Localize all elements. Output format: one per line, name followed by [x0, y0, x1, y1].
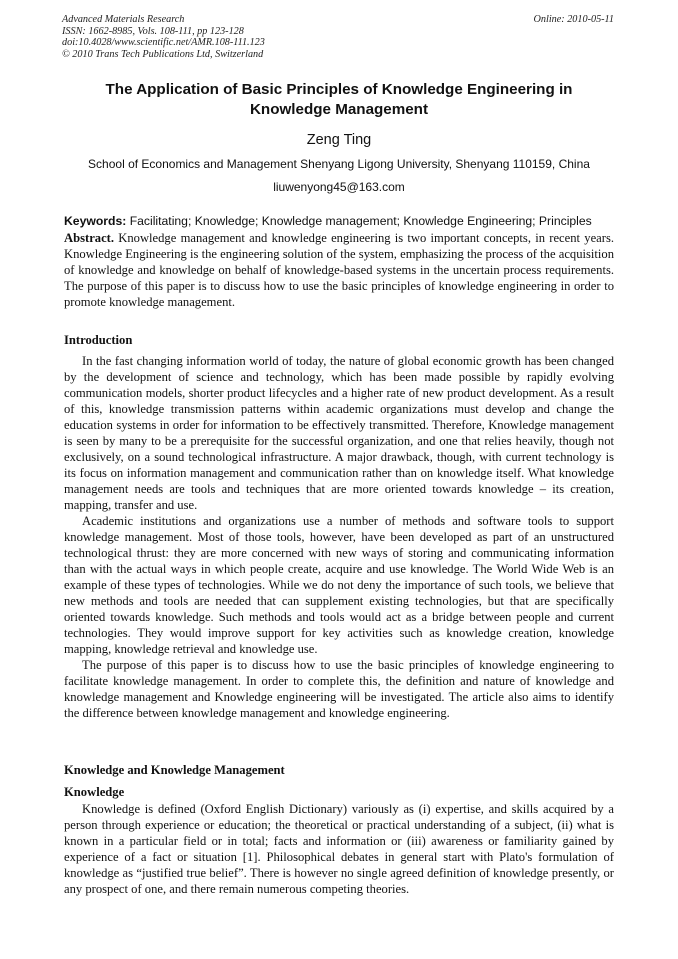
section-heading-introduction: Introduction	[64, 333, 133, 347]
paper-title: The Application of Basic Principles of Knowledge Engineering in Knowledge Management	[105, 81, 573, 118]
section-heading-knowledge-management: Knowledge and Knowledge Management	[64, 763, 285, 777]
online-date: Online: 2010-05-11	[533, 14, 614, 25]
author-affiliation: School of Economics and Management Shenyang Ligong University, Shenyang 110159, China	[88, 157, 590, 171]
author-name: Zeng Ting	[306, 132, 372, 148]
journal-header	[62, 14, 265, 60]
keywords-label: Keywords:	[64, 214, 127, 228]
paragraph: Knowledge is defined (Oxford English Dictionary) variously as (i) expertise, and skills acquired by a person through experience or education; the theoretical or practical understanding of a subject, (ii) what is known in a particular field or in total; facts and information or (iii) awareness or familiarity gained by experience of a fact or situation [1]. Philosophical debates in general start with Plato's formulation of knowledge as “justified true belief”. There is however no single agreed definition of knowledge presently, or any prospect of one, and there remain numerous competing theories.	[64, 802, 614, 896]
subsection-heading-knowledge: Knowledge	[64, 785, 125, 799]
abstract	[64, 230, 614, 310]
copyright-line: © 2010 Trans Tech Publications Ltd, Switzerland	[62, 48, 264, 60]
paragraph: Academic institutions and organizations use a number of methods and software tools to support knowledge management. Most of those tools, however, have been developed as part of an unstructured technological thrust: they are more concerned with new ways of storing and communicating information than with the actual ways in which people create, acquire and use knowledge. The World Wide Web is an example of these types of technologies. While we do not deny the importance of such tools, we believe that new methods and tools are needed that can supplement existing technologies, but that are specifically oriented towards knowledge. Such methods and tools would act as a bridge between people and current technologies. They would improve support for key activities such as knowledge creation, knowledge mapping, knowledge retrieval and knowledge use.	[64, 514, 614, 656]
journal-name: Advanced Materials Research	[62, 14, 185, 25]
knowledge-body	[64, 801, 614, 897]
author-email: liuwenyong45@163.com	[273, 180, 405, 194]
introduction-body	[64, 353, 614, 721]
abstract-text: Knowledge management and knowledge engineering is two important concepts, in recent years. Knowledge Engineering is the engineering solution of the system, emphasizing the process of the acquisition of knowledge and knowledge on behalf of knowledge-based systems in the uncertain process requirements. The purpose of this paper is to discuss how to use the basic principles of knowledge engineering in order to promote knowledge management.	[64, 231, 614, 309]
doi-line: doi:10.4028/www.scientific.net/AMR.108-111.123	[62, 37, 265, 48]
paragraph: In the fast changing information world of today, the nature of global economic growth has been changed by the development of science and technology, which has been made possible by rapidly evolving communication models, shorter product lifecycles and a higher rate of new product development. As a result of this, knowledge transmission patterns within academic organizations must develop and change the education systems in order for information to be effectively transmitted. Therefore, Knowledge management is seen by many to be a prerequisite for the successful organization, and one that relies heavily, though not exclusively, on a sound technological infrastructure. A major drawback, though, with current technology is its focus on information management and communication rather than on knowledge itself. What knowledge management needs are tools and techniques that are more oriented towards knowledge – its creation, mapping, transfer and use.	[64, 354, 614, 512]
abstract-label: Abstract.	[64, 231, 115, 245]
issn-line: ISSN: 1662-8985, Vols. 108-111, pp 123-128	[62, 25, 244, 37]
paragraph: The purpose of this paper is to discuss how to use the basic principles of knowledge engineering to facilitate knowledge management. In order to complete this, the definition and nature of knowledge and knowledge management and Knowledge engineering will be investigated. The article also aims to identify the difference between knowledge management and knowledge engineering.	[64, 658, 614, 720]
keywords	[64, 214, 624, 228]
keywords-text: Facilitating; Knowledge; Knowledge management; Knowledge Engineering; Principles	[129, 214, 592, 228]
